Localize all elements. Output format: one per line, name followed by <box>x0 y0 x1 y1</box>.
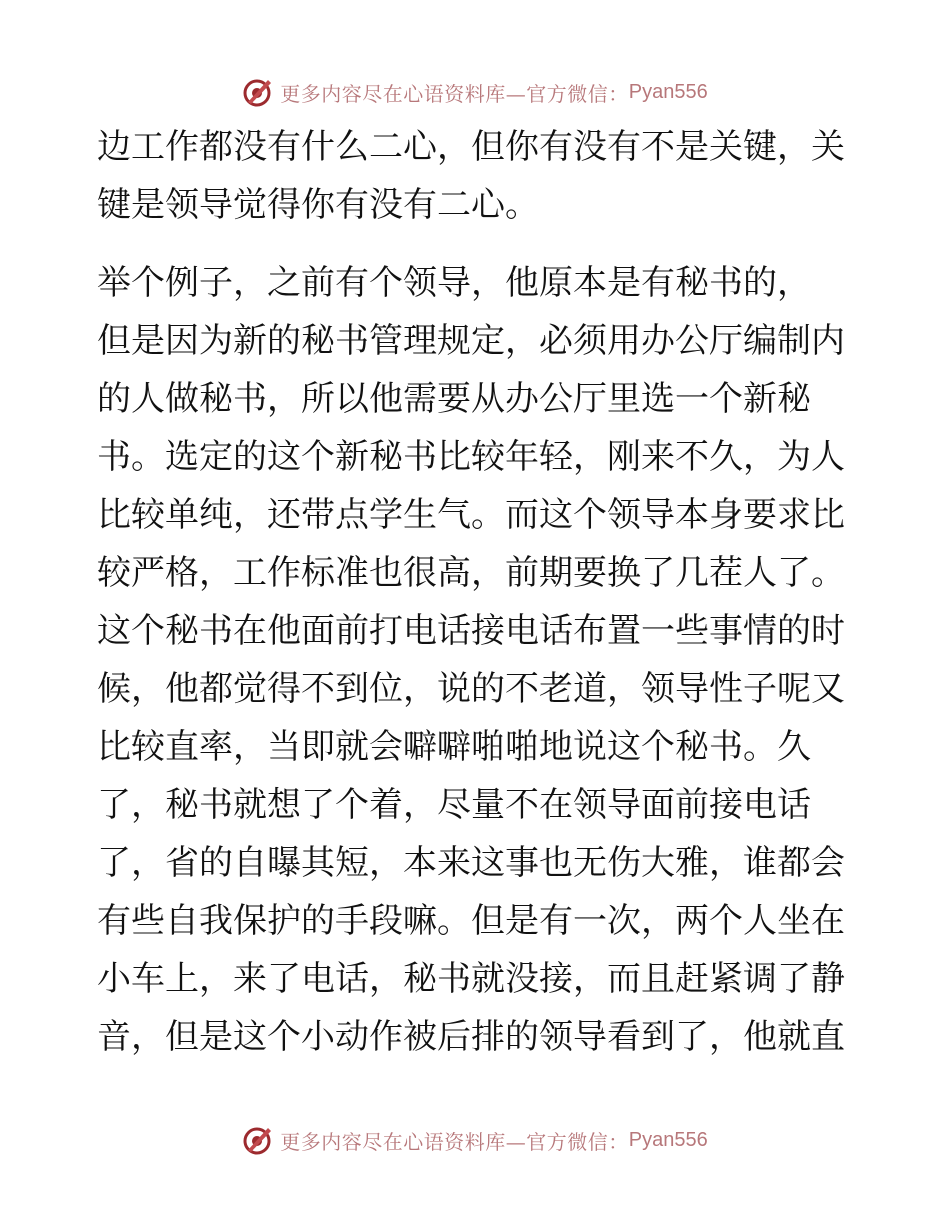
banner-wechat-id: Pyan556 <box>628 1128 708 1151</box>
paragraph <box>97 254 857 1066</box>
text-line: 有些自我保护的手段嘛。但是有一次，两个人坐在 <box>97 901 845 941</box>
banner-wechat-id: Pyan556 <box>628 80 708 103</box>
text-line: 举个例子，之前有个领导，他原本是有秘书的， <box>97 263 811 303</box>
text-line: 这个秘书在他面前打电话接电话布置一些事情的时 <box>97 611 845 651</box>
text-line: 的人做秘书，所以他需要从办公厅里选一个新秘 <box>97 379 811 419</box>
text-line: 音，但是这个小动作被后排的领导看到了，他就直 <box>97 1017 845 1057</box>
text-line: 小车上，来了电话，秘书就没接，而且赶紧调了静 <box>97 959 845 999</box>
text-line: 但是因为新的秘书管理规定，必须用办公厅编制内 <box>97 321 845 361</box>
text-line: 比较单纯，还带点学生气。而这个领导本身要求比 <box>97 495 845 535</box>
banner-text: 更多内容尽在心语资料库—官方微信： <box>280 1129 629 1154</box>
text-line: 候，他都觉得不到位，说的不老道，领导性子呢又 <box>97 669 845 709</box>
paragraph <box>97 118 857 234</box>
text-line: 了，省的自曝其短，本来这事也无伤大雅，谁都会 <box>97 843 845 883</box>
pen-circle-logo-icon <box>242 76 274 108</box>
document-body <box>97 118 857 1066</box>
footer-banner <box>0 1120 950 1160</box>
pen-circle-logo-icon <box>242 1124 274 1156</box>
text-line: 了，秘书就想了个着，尽量不在领导面前接电话 <box>97 785 811 825</box>
text-line: 书。选定的这个新秘书比较年轻，刚来不久，为人 <box>97 437 845 477</box>
header-banner <box>0 72 950 112</box>
banner-text: 更多内容尽在心语资料库—官方微信： <box>280 81 629 106</box>
text-line: 较严格，工作标准也很高，前期要换了几茬人了。 <box>97 553 845 593</box>
text-line: 比较直率，当即就会噼噼啪啪地说这个秘书。久 <box>97 727 811 767</box>
text-line: 边工作都没有什么二心，但你有没有不是关键，关 <box>97 127 845 167</box>
text-line: 键是领导觉得你有没有二心。 <box>97 185 539 225</box>
